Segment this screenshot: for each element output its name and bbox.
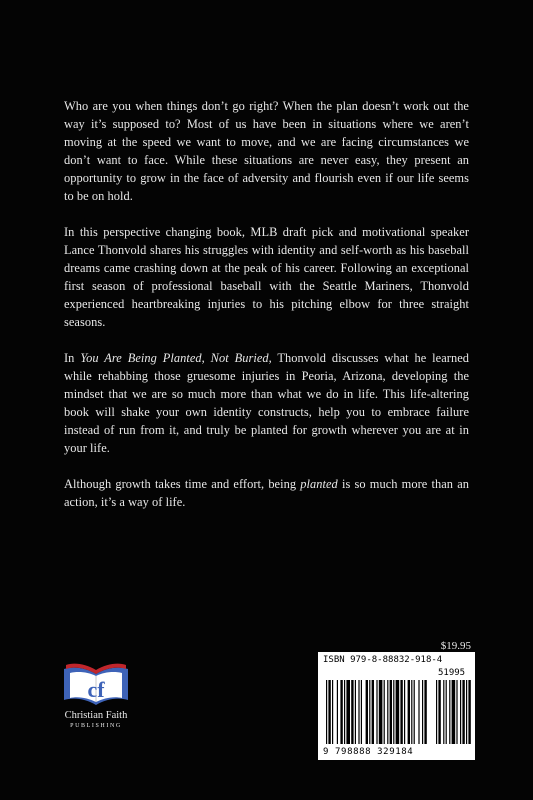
barcode-bar	[351, 680, 353, 744]
barcode-bar	[418, 680, 419, 744]
barcode-bar	[376, 680, 377, 744]
book-title-italic: You Are Being Planted, Not Buried,	[80, 351, 272, 365]
barcode-bar	[361, 680, 362, 744]
barcode-supplement-bar	[449, 680, 450, 744]
barcode-bar	[372, 680, 374, 744]
barcode-bar	[387, 680, 388, 744]
blurb-paragraph-2: In this perspective changing book, MLB draft pick and motivational speaker Lance Thonvold shares his struggles with identity and self-worth as his baseball dreams came crashing down at the peak of his career. Following an exceptional first season of professional baseball with the Seattle Mariners, Thonvold experienced heartbreaking injuries to his pitching elbow for three straight seasons.	[64, 225, 469, 329]
blurb-p3-suffix: Thonvold discusses what he learned while rehabbing those gruesome injuries in Peoria, Arizona, developing the mindset that we are so much more than what we do in life. This life-altering book will shake your own identity constructs, help you to embrace failure instead of run from it, and truly be planted for growth wherever you are at in your life.	[64, 351, 469, 455]
barcode-bar	[411, 680, 412, 744]
barcode-bar	[384, 680, 385, 744]
barcode-supplement-bar	[468, 680, 470, 744]
barcode-supplement-bar	[436, 680, 437, 744]
blurb-p4-prefix: Although growth takes time and effort, being	[64, 477, 301, 491]
barcode-supplement-bar	[446, 680, 447, 744]
barcode-supplement-bar	[462, 680, 464, 744]
blurb-p3-prefix: In	[64, 351, 81, 365]
barcode-supplement-bar	[460, 680, 461, 744]
barcode-supplement-bar	[452, 680, 456, 744]
blurb-p4-suffix: is so much more than an action, it’s a way of life.	[64, 477, 469, 509]
barcode-bar	[344, 680, 345, 744]
back-cover-blurb	[64, 97, 469, 529]
barcode-bar	[400, 680, 402, 744]
barcode-supplement-bar	[438, 680, 440, 744]
price-supplement-digits: 51995	[438, 668, 466, 678]
barcode-bar	[328, 680, 330, 744]
publisher-logo	[56, 660, 136, 760]
barcode-supplement-bar	[443, 680, 444, 744]
barcode-bar	[408, 680, 410, 744]
barcode-bar	[369, 680, 370, 744]
barcode-supplement-bar	[456, 680, 457, 744]
blurb-paragraph-3	[64, 349, 469, 457]
barcode-bar	[366, 680, 368, 744]
publisher-tagline: PUBLISHING	[70, 723, 122, 729]
barcode-bar	[393, 680, 394, 744]
blurb-paragraph-1: Who are you when things don’t go right? When the plan doesn’t work out the way it’s supposed to? Most of us have been in situations where we aren’t moving at the speed we want to move, and we are facing circumstances we don’t want to face. While these situations are never easy, they present an opportunity to grow in the face of adversity and flourish even if our life seems to be on hold.	[64, 99, 469, 203]
planted-italic: planted	[300, 477, 338, 491]
barcode-bar	[358, 680, 359, 744]
price-label: $19.95	[440, 640, 471, 652]
barcode-bar	[326, 680, 327, 744]
barcode-bar	[379, 680, 383, 744]
barcode-bar	[422, 680, 423, 744]
barcode-bar	[340, 680, 342, 744]
barcode-supplement-bar	[466, 680, 467, 744]
barcode-bar	[346, 680, 350, 744]
barcode-bar	[414, 680, 415, 744]
blurb-paragraph-4	[64, 475, 469, 511]
open-book-icon	[56, 660, 136, 710]
logo-letters: cf	[87, 677, 105, 702]
barcode-bar	[332, 680, 333, 744]
barcode-bar	[390, 680, 392, 744]
barcode-bar	[355, 680, 356, 744]
barcode-bar	[337, 680, 338, 744]
barcode-bar	[424, 680, 426, 744]
isbn-barcode	[318, 652, 475, 760]
barcode-bar	[396, 680, 400, 744]
publisher-name: Christian Faith	[64, 710, 128, 721]
barcode-digits: 9 798888 329184	[323, 747, 414, 757]
barcode-bar	[404, 680, 405, 744]
isbn-label: ISBN 979-8-88832-918-4	[323, 655, 443, 665]
